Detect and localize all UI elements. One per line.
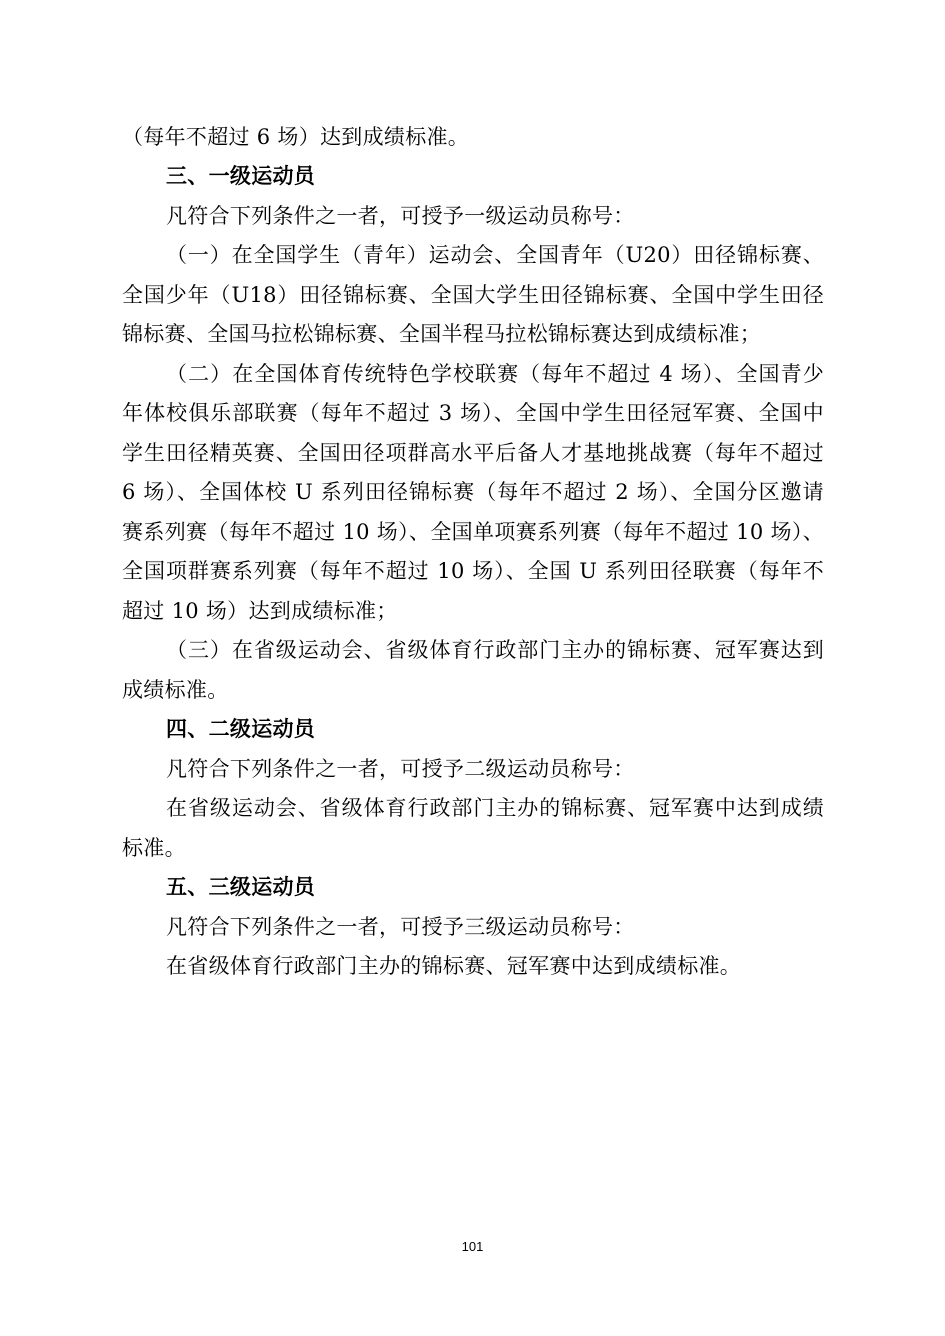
section-heading-level-1: 三、一级运动员 [166, 164, 316, 188]
text-line: 标准。 [122, 836, 186, 860]
text-line: 6 场）、全国体校 U 系列田径锦标赛（每年不超过 2 场）、全国分区邀请 [122, 480, 824, 504]
text-line: 全国少年（U18）田径锦标赛、全国大学生田径锦标赛、全国中学生田径 [122, 283, 824, 307]
text-line: （一）在全国学生（青年）运动会、全国青年（U20）田径锦标赛、 [166, 243, 824, 267]
text-line: 学生田径精英赛、全国田径项群高水平后备人才基地挑战赛（每年不超过 [122, 441, 824, 465]
text-line: 年体校俱乐部联赛（每年不超过 3 场）、全国中学生田径冠军赛、全国中 [122, 401, 824, 425]
page-number: 101 [461, 1239, 484, 1254]
text-line: 超过 10 场）达到成绩标准； [122, 599, 398, 623]
text-line: 凡符合下列条件之一者，可授予一级运动员称号： [166, 204, 635, 228]
text-line: 成绩标准。 [122, 678, 229, 702]
text-line: 全国项群赛系列赛（每年不超过 10 场）、全国 U 系列田径联赛（每年不 [122, 559, 824, 583]
section-heading-level-2: 四、二级运动员 [166, 717, 316, 741]
text-line: 在省级体育行政部门主办的锦标赛、冠军赛中达到成绩标准。 [166, 954, 742, 978]
text-line: （三）在省级运动会、省级体育行政部门主办的锦标赛、冠军赛达到 [166, 638, 824, 662]
text-line: （每年不超过 6 场）达到成绩标准。 [122, 125, 470, 149]
text-line: 在省级运动会、省级体育行政部门主办的锦标赛、冠军赛中达到成绩 [166, 796, 824, 820]
text-line: （二）在全国体育传统特色学校联赛（每年不超过 4 场）、全国青少 [166, 362, 824, 386]
text-line: 凡符合下列条件之一者，可授予三级运动员称号： [166, 915, 635, 939]
section-heading-level-3: 五、三级运动员 [166, 875, 316, 899]
text-line: 锦标赛、全国马拉松锦标赛、全国半程马拉松锦标赛达到成绩标准； [122, 322, 761, 346]
text-line: 赛系列赛（每年不超过 10 场）、全国单项赛系列赛（每年不超过 10 场）、 [122, 520, 824, 544]
text-line: 凡符合下列条件之一者，可授予二级运动员称号： [166, 757, 635, 781]
